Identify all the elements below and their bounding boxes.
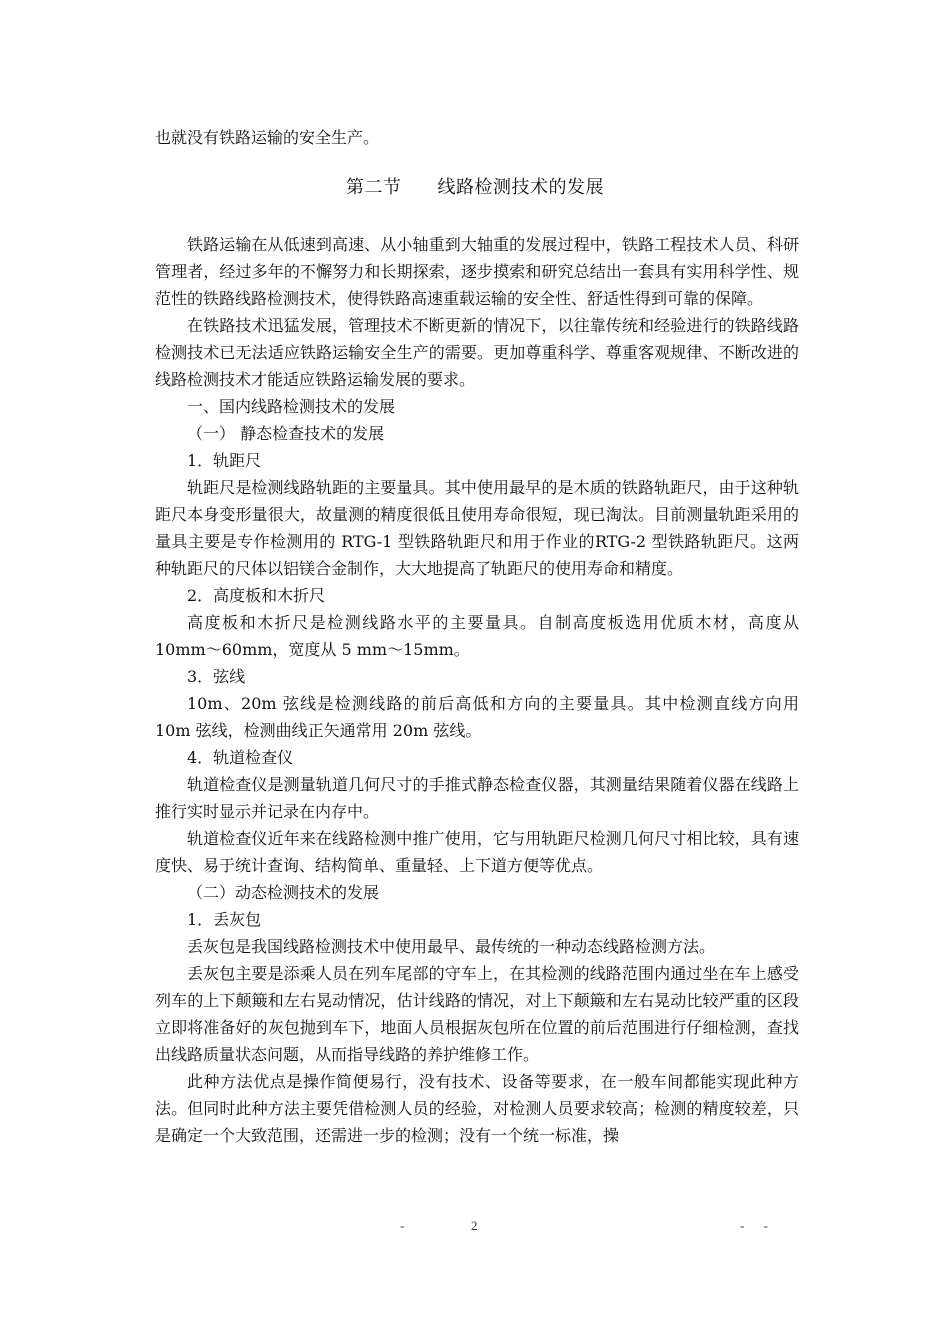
footer-right-mark: - -	[740, 1218, 776, 1233]
page-number: 2	[471, 1218, 478, 1233]
section-label: 第二节	[346, 177, 402, 198]
continuation-line: 也就没有铁路运输的安全生产。	[155, 128, 380, 147]
item-heading: 3．弦线	[187, 667, 246, 686]
subsection-heading: （二）动态检测技术的发展	[187, 883, 380, 902]
paragraph: 在铁路技术迅猛发展，管理技术不断更新的情况下，以往靠传统和经验进行的铁路线路检测技术已无法适应铁路运输安全生产的需要。更加尊重科学、尊重客观规律、不断改进的线路检测技术才能适应铁路运输发展的要求。	[155, 316, 799, 389]
paragraph: 丢灰包是我国线路检测技术中使用最早、最传统的一种动态线路检测方法。	[187, 937, 716, 956]
section-heading-text: 线路检测技术的发展	[437, 177, 604, 198]
paragraph: 丢灰包主要是添乘人员在列车尾部的守车上，在其检测的线路范围内通过坐在车上感受列车的上下颠簸和左右晃动情况，估计线路的情况，对上下颠簸和左右晃动比较严重的区段立即将准备好的灰包抛到车下，地面人员根据灰包所在位置的前后范围进行仔细检测，查找出线路质量状态问题，从而指导线路的养护维修工作。	[155, 964, 799, 1064]
paragraph: 此种方法优点是操作简便易行，没有技术、设备等要求，在一般车间都能实现此种方法。但同时此种方法主要凭借检测人员的经验，对检测人员要求较高；检测的精度较差，只是确定一个大致范围，还需进一步的检测；没有一个统一标准，操	[155, 1072, 799, 1145]
item-heading: 2．高度板和木折尺	[187, 586, 326, 605]
subsection-heading: （一） 静态检查技术的发展	[187, 424, 385, 443]
subsection-heading: 一、国内线路检测技术的发展	[187, 397, 396, 416]
paragraph: 10m、20m 弦线是检测线路的前后高低和方向的主要量具。其中检测直线方向用 10m 弦线，检测曲线正矢通常用 20m 弦线。	[155, 694, 799, 740]
paragraph: 轨道检查仪近年来在线路检测中推广使用，它与用轨距尺检测几何尺寸相比较，具有速度快、易于统计查询、结构简单、重量轻、上下道方便等优点。	[155, 829, 799, 875]
item-heading: 1．轨距尺	[187, 451, 262, 470]
paragraph: 轨距尺是检测线路轨距的主要量具。其中使用最早的是木质的铁路轨距尺，由于这种轨距尺本身变形量很大，故量测的精度很低且使用寿命很短，现已淘汰。目前测量轨距采用的量具主要是专作检测用的 RTG-1 型铁路轨距尺和用于作业的RTG-2 型铁路轨距尺。这两种轨距尺的尺体以铝镁合金制作，大大地提高了轨距尺的使用寿命和精度。	[155, 478, 799, 578]
item-heading: 1．丢灰包	[187, 910, 262, 929]
paragraph: 高度板和木折尺是检测线路水平的主要量具。自制高度板选用优质木材，高度从 10mm～60mm，宽度从 5 mm～15mm。	[155, 613, 799, 659]
section-title	[0, 176, 950, 200]
footer-left-mark: -	[400, 1218, 405, 1233]
body-text	[155, 231, 799, 1149]
paragraph: 轨道检查仪是测量轨道几何尺寸的手推式静态检查仪器，其测量结果随着仪器在线路上推行实时显示并记录在内存中。	[155, 775, 799, 821]
paragraph: 铁路运输在从低速到高速、从小轴重到大轴重的发展过程中，铁路工程技术人员、科研管理者，经过多年的不懈努力和长期探索，逐步摸索和研究总结出一套具有实用科学性、规范性的铁路线路检测技术，使得铁路高速重载运输的安全性、舒适性得到可靠的保障。	[155, 235, 799, 308]
item-heading: 4．轨道检查仪	[187, 748, 294, 767]
